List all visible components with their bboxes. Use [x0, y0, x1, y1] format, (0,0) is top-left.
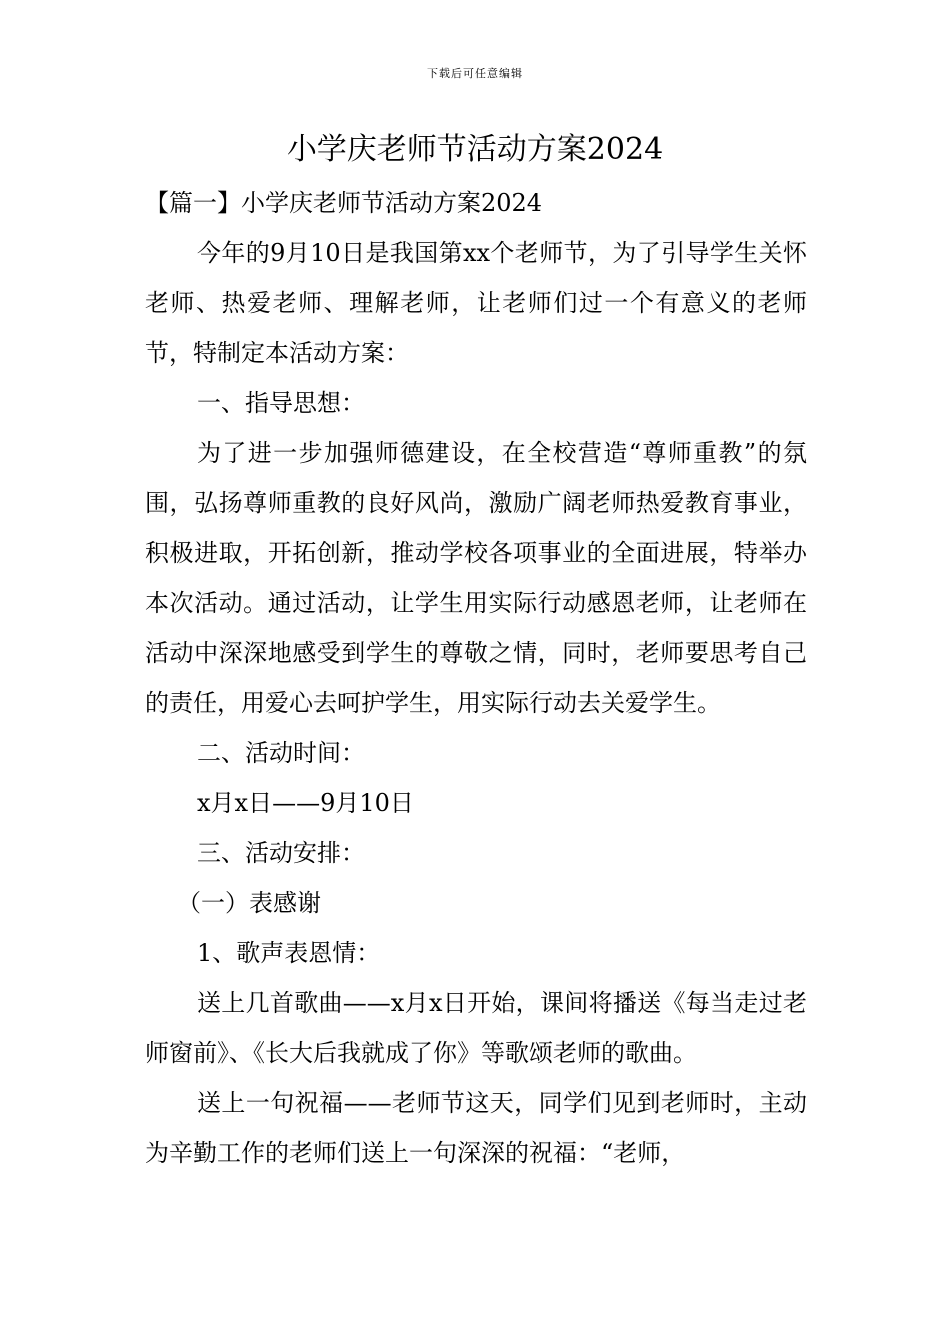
body-paragraph: 今年的9月10日是我国第xx个老师节，为了引导学生关怀老师、热爱老师、理解老师，让老师们过一个有意义的老师节，特制定本活动方案：	[145, 239, 807, 367]
section-heading: 三、活动安排：	[197, 839, 365, 867]
section-heading: 【篇一】小学庆老师节活动方案2024	[145, 189, 543, 217]
list-item-heading: 1、歌声表恩情：	[197, 939, 381, 967]
body-paragraph: x月x日——9月10日	[197, 789, 414, 817]
document-title: 小学庆老师节活动方案2024	[286, 132, 664, 167]
body-paragraph: 送上一句祝福——老师节这天，同学们见到老师时，主动为辛勤工作的老师们送上一句深深的祝福：“老师，	[145, 1089, 807, 1167]
body-paragraph: 为了进一步加强师德建设，在全校营造“尊师重教”的氛围，弘扬尊师重教的良好风尚，激励广阔老师热爱教育事业，积极进取，开拓创新，推动学校各项事业的全面进展，特举办本次活动。通过活动，让学生用实际行动感恩老师，让老师在活动中深深地感受到学生的尊敬之情，同时，老师要思考自己的责任，用爱心去呵护学生，用实际行动去关爱学生。	[145, 439, 807, 717]
page-header-note: 下载后可任意编辑	[427, 67, 523, 80]
body-paragraph: 送上几首歌曲——x月x日开始，课间将播送《每当走过老师窗前》、《长大后我就成了你》等歌颂老师的歌曲。	[145, 989, 807, 1067]
document-body	[145, 178, 807, 1178]
section-heading: 一、指导思想：	[197, 389, 365, 417]
section-heading: 二、活动时间：	[197, 739, 365, 767]
subsection-heading: （一）表感谢	[177, 889, 321, 917]
